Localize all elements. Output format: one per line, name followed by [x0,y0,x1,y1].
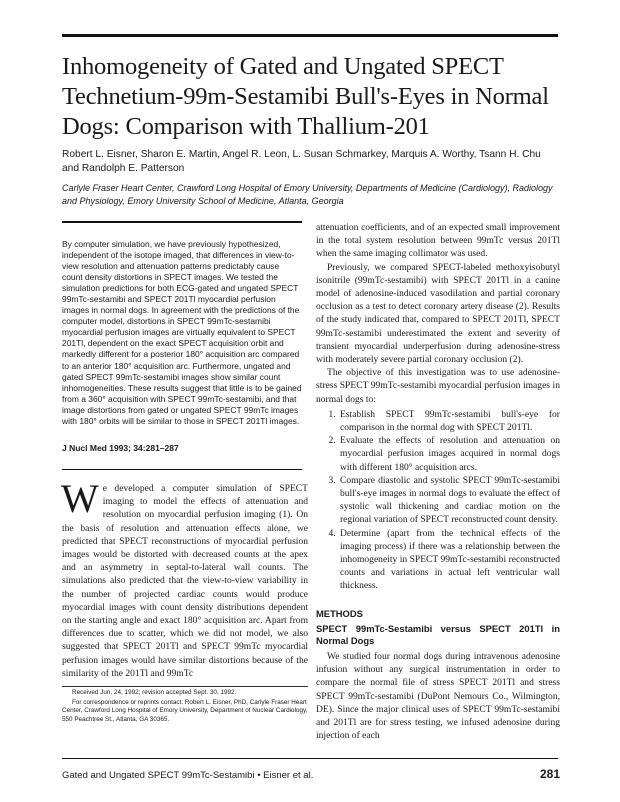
introduction-paragraph [61,476,308,680]
correspondence-note: For correspondence or reprints contact: Robert L. Eisner, PhD, Carlyle Fraser Heart Center, Crawford Long Hospital of Emory University, Department of Nuclear Cardiology, 550 Peachtree St., Atlanta, GA 30365. [62,698,308,723]
methods-heading: METHODS [316,607,363,619]
methods-paragraph: We studied four normal dogs during intravenous adenosine infusion without any surgical instrumentation in order to compare the normal file of stress SPECT 201Tl and stress SPECT 99mTc-sestamibi (DuPont Nemours Co., Wilmington, DE). Since the major clinical uses of SPECT 99mTc-sestamibi and 201Tl are for stress testing, we infused adenosine during injection of each [316,650,560,742]
running-title: Gated and Ungated SPECT 99mTc-Sestamibi • Eisner et al. [62,770,314,781]
introduction-text: e developed a computer simulation of SPECT imaging to model the effects of attenuation and resolution on myocardial perfusion imaging (1). On the basis of resolution and attenuation effects alone, we predicted that SPECT reconstructions of myocardial perfusion images would be distorted with decreased counts at the apex and an asymmetry in septal-to-lateral wall counts. The simulations also predicted that the view-to-view variability in the number of projected cardiac counts would produce myocardial images with count density distributions dependent on the starting angle and exact 180° acquisition arc. Apart from differences due to scatter, which we did not model, we also suggested that SPECT 201Tl and SPECT 99mTc myocardial perfusion images would have similar distortions because of the similarity of the 201Tl and 99mTc [62,483,308,679]
objective-item: 4. Determine (apart from the technical effects of the imaging process) if there was a relationship between the inhomogeneity in SPECT 99mTc-sestamibi reconstructed counts and variations in actual left ventricular wall thickness. [338,527,560,593]
right-column [316,221,560,742]
top-rule [62,34,558,37]
drop-cap: W [61,476,99,521]
footer-rule [62,758,558,759]
footnote [62,686,308,725]
author-list: Robert L. Eisner, Sharon E. Martin, Angel R. Leon, L. Susan Schmarkey, Marquis A. Worthy, Tsann H. Chu and Randolph E. Patterson [62,149,541,174]
objective-item: 2. Evaluate the effects of resolution and attenuation on myocardial perfusion images acquired in normal dogs with different 180° acquisition arcs. [338,434,560,474]
received-date: Received Jun. 24, 1992; revision accepted Sept. 30, 1992. [72,689,237,696]
paragraph-previous-study: Previously, we compared SPECT-labeled methoxyisobutyl isonitrile (99mTc-sestamibi) with SPECT 201Tl in a canine model of adenosine-induced vasodilation and partial coronary occlusion as a test to detect coronary artery disease (2). Results of the study indicated that, compared to SPECT 201Tl, SPECT 99mTc-sestamibi underestimated the extent and severity of transient myocardial underperfusion during adenosine-stress with moderately severe partial coronary occlusion (2). [316,261,560,366]
methods-subheading: SPECT 99mTc-Sestamibi versus SPECT 201Tl in Normal Dogs [316,622,560,646]
page-number: 281 [539,767,560,781]
article-title: Inhomogeneity of Gated and Ungated SPECT Technetium-99m-Sestamibi Bull's-Eyes in Normal Dogs: Comparison with Thallium-201 [62,53,549,140]
abstract-bottom-rule [62,469,302,470]
objective-item: 1. Establish SPECT 99mTc-sestamibi bull's-eye for comparison in the normal dog with SPECT 201Tl. [338,408,560,434]
journal-citation: J Nucl Med 1993; 34:281–287 [62,443,179,453]
abstract: By computer simulation, we have previously hypothesized, independent of the isotope imaged, that differences in view-to-view resolution and attenuation patterns predictably cause count density distortions in SPECT images. We tested the simulation predictions for both ECG-gated and ungated SPECT 99mTc-sestamibi and SPECT 201Tl myocardial perfusion images in normal dogs. In agreement with the predictions of the computer model, distortions in SPECT 99mTc-sestamibi myocardial perfusion images are virtually equivalent to SPECT 201Tl, dependent on the exact SPECT acquisition orbit and markedly different for a posterior 180° acquisition arc compared to an anterior 180° acquisition arc. Furthermore, ungated and gated SPECT 99mTc-sestamibi images show similar count inhomogeneities. These results suggest that little is to be gained from a 360° acquisition with SPECT 99mTc-sestamibi, and that image distortions from gated or ungated SPECT 99mTc images with 180° orbits will be similar to those in SPECT 201Tl images. [62,239,302,426]
paragraph-objective: The objective of this investigation was to use adenosine-stress SPECT 99mTc-sestamibi myocardial perfusion images in normal dogs to: [316,367,560,405]
abstract-top-rule [62,221,302,223]
objectives-list [316,408,560,593]
objective-item: 3. Compare diastolic and systolic SPECT 99mTc-sestamibi bull's-eye images in normal dogs to evaluate the effect of systolic wall thickening and cardiac motion on the regional variation of SPECT reconstructed count density. [338,474,560,527]
paragraph-continued: attenuation coefficients, and of an expected small improvement in the total system resolution between 99mTc versus 201Tl when the same imaging collimator was used. [316,222,560,260]
affiliation: Carlyle Fraser Heart Center, Crawford Long Hospital of Emory University, Departments of Medicine (Cardiology), Radiology and Physiology, Emory University School of Medicine, Atlanta, Georgia [62,183,553,206]
